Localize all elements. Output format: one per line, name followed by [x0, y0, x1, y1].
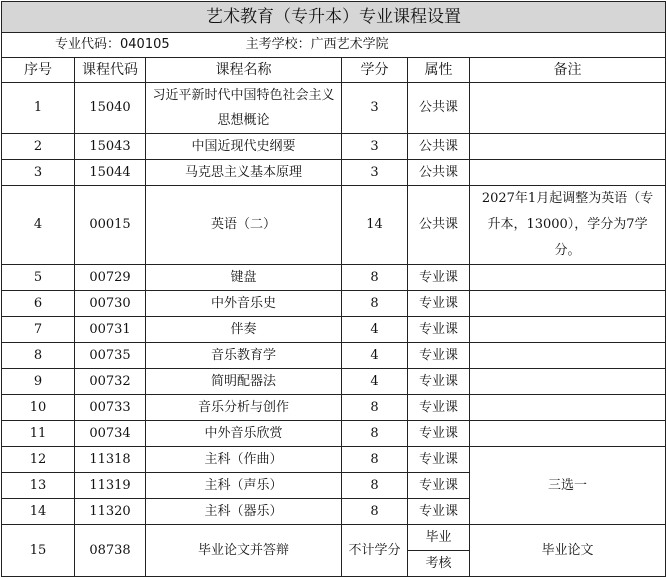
row-note	[470, 421, 666, 447]
row-name: 中外音乐史	[146, 291, 342, 317]
table-row	[2, 369, 666, 395]
table-title-row	[2, 2, 666, 33]
row-credit: 8	[342, 421, 408, 447]
row-name: 马克思主义基本原理	[146, 160, 342, 186]
row-credit: 8	[342, 395, 408, 421]
row-name: 简明配器法	[146, 369, 342, 395]
row-note	[470, 265, 666, 291]
row-credit: 4	[342, 343, 408, 369]
row-no: 8	[2, 343, 75, 369]
row-name: 毕业论文并答辩	[146, 525, 342, 577]
row-attr-bottom: 考核	[425, 556, 452, 571]
major-code-label: 专业代码：	[55, 37, 121, 52]
row-code: 00730	[75, 291, 146, 317]
row-code: 11320	[75, 499, 146, 525]
info-cell	[2, 33, 666, 58]
row-credit: 3	[342, 134, 408, 160]
table-row	[2, 186, 666, 265]
row-note	[470, 317, 666, 343]
row-attr: 专业课	[408, 421, 470, 447]
row-no: 11	[2, 421, 75, 447]
row-credit: 3	[342, 83, 408, 134]
row-no: 4	[2, 186, 75, 265]
row-note	[470, 134, 666, 160]
row-name: 主科（器乐）	[146, 499, 342, 525]
row-attr-split	[408, 525, 470, 577]
row-no: 9	[2, 369, 75, 395]
row-credit: 14	[342, 186, 408, 265]
row-name: 键盘	[146, 265, 342, 291]
row-note	[470, 343, 666, 369]
row-credit: 8	[342, 447, 408, 473]
row-note-merged: 三选一	[470, 447, 666, 525]
row-note	[470, 291, 666, 317]
row-attr: 专业课	[408, 395, 470, 421]
row-credit: 8	[342, 473, 408, 499]
table-title: 艺术教育（专升本）专业课程设置	[2, 2, 666, 33]
row-no: 6	[2, 291, 75, 317]
header-attr: 属性	[408, 58, 470, 83]
row-no: 15	[2, 525, 75, 577]
row-attr: 公共课	[408, 83, 470, 134]
major-code: 040105	[120, 37, 170, 52]
table-row	[2, 134, 666, 160]
row-attr: 公共课	[408, 134, 470, 160]
row-code: 00731	[75, 317, 146, 343]
header-row	[2, 58, 666, 83]
row-credit: 3	[342, 160, 408, 186]
table-row	[2, 83, 666, 134]
row-credit: 8	[342, 499, 408, 525]
row-code: 00729	[75, 265, 146, 291]
table-row	[2, 265, 666, 291]
row-attr: 专业课	[408, 343, 470, 369]
row-attr: 专业课	[408, 447, 470, 473]
row-name: 中国近现代史纲要	[146, 134, 342, 160]
row-code: 00015	[75, 186, 146, 265]
row-no: 2	[2, 134, 75, 160]
row-credit: 不计学分	[342, 525, 408, 577]
row-name: 英语（二）	[146, 186, 342, 265]
row-code: 00735	[75, 343, 146, 369]
row-name: 主科（声乐）	[146, 473, 342, 499]
row-code: 00733	[75, 395, 146, 421]
row-no: 13	[2, 473, 75, 499]
row-attr: 专业课	[408, 369, 470, 395]
row-no: 12	[2, 447, 75, 473]
row-name: 习近平新时代中国特色社会主义思想概论	[146, 83, 342, 134]
row-attr: 专业课	[408, 473, 470, 499]
row-attr: 专业课	[408, 499, 470, 525]
row-credit: 4	[342, 369, 408, 395]
row-no: 1	[2, 83, 75, 134]
row-credit: 8	[342, 291, 408, 317]
row-credit: 8	[342, 265, 408, 291]
table-info-row	[2, 33, 666, 58]
table-row	[2, 525, 666, 577]
row-attr: 公共课	[408, 186, 470, 265]
row-attr: 专业课	[408, 265, 470, 291]
row-note: 2027年1月起调整为英语（专升本，13000），学分为7学分。	[470, 186, 666, 265]
table-row	[2, 343, 666, 369]
row-no: 10	[2, 395, 75, 421]
row-code: 00732	[75, 369, 146, 395]
header-code: 课程代码	[75, 58, 146, 83]
table-row	[2, 421, 666, 447]
course-table	[1, 1, 666, 577]
header-name: 课程名称	[146, 58, 342, 83]
row-name: 主科（作曲）	[146, 447, 342, 473]
row-attr: 公共课	[408, 160, 470, 186]
row-attr: 专业课	[408, 317, 470, 343]
row-code: 11319	[75, 473, 146, 499]
school-name: 广西艺术学院	[310, 37, 389, 52]
row-no: 14	[2, 499, 75, 525]
row-code: 08738	[75, 525, 146, 577]
table-row	[2, 291, 666, 317]
row-name: 伴奏	[146, 317, 342, 343]
row-attr-top: 毕业	[408, 525, 469, 551]
header-note: 备注	[470, 58, 666, 83]
header-credit: 学分	[342, 58, 408, 83]
row-note	[470, 395, 666, 421]
row-code: 11318	[75, 447, 146, 473]
row-code: 15040	[75, 83, 146, 134]
row-note	[470, 160, 666, 186]
table-row	[2, 395, 666, 421]
row-name: 音乐教育学	[146, 343, 342, 369]
row-code: 00734	[75, 421, 146, 447]
row-name: 音乐分析与创作	[146, 395, 342, 421]
table-row	[2, 160, 666, 186]
row-note: 毕业论文	[470, 525, 666, 577]
row-credit: 4	[342, 317, 408, 343]
row-note	[470, 83, 666, 134]
row-no: 3	[2, 160, 75, 186]
row-no: 5	[2, 265, 75, 291]
school-label: 主考学校：	[245, 37, 311, 52]
row-name: 中外音乐欣赏	[146, 421, 342, 447]
row-attr: 专业课	[408, 291, 470, 317]
row-code: 15043	[75, 134, 146, 160]
header-no: 序号	[2, 58, 75, 83]
row-note	[470, 369, 666, 395]
table-row	[2, 317, 666, 343]
row-no: 7	[2, 317, 75, 343]
row-code: 15044	[75, 160, 146, 186]
table-row	[2, 447, 666, 473]
course-table-container	[1, 1, 665, 577]
